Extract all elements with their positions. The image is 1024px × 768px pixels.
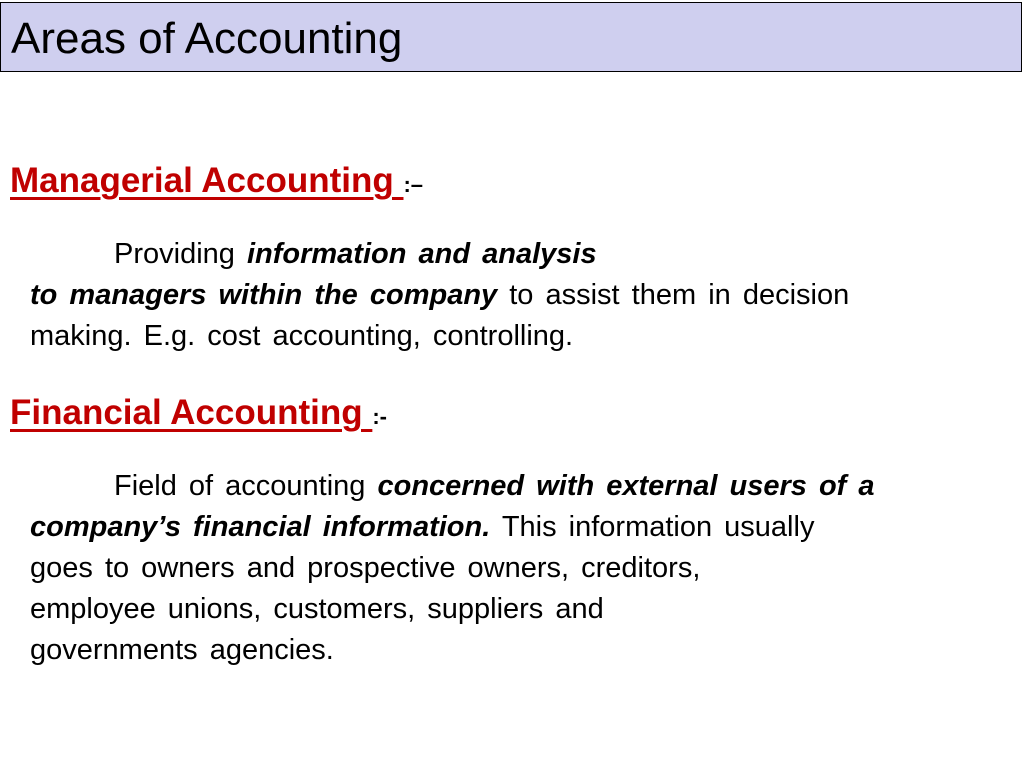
financial-line1-prefix: Field of accounting <box>114 470 378 502</box>
managerial-line1-emphasis: information and analysis <box>246 238 597 270</box>
financial-line-1 <box>30 466 990 507</box>
managerial-line2-rest: to assist them in decision <box>497 279 850 311</box>
managerial-line-3: making. E.g. cost accounting, controlling. <box>30 320 574 352</box>
managerial-line2-emphasis: to managers within the company <box>30 279 498 311</box>
financial-line2-rest: This information usually <box>490 511 815 543</box>
financial-accounting-description <box>30 466 990 671</box>
financial-line2-emphasis: company’s financial information. <box>30 511 491 543</box>
managerial-line-1 <box>30 234 990 275</box>
financial-line-5: governments agencies. <box>30 634 334 666</box>
managerial-accounting-heading <box>10 160 423 206</box>
financial-line1-emphasis: concerned with external users of a <box>377 470 875 502</box>
managerial-line-2 <box>30 275 990 316</box>
managerial-line1-prefix: Providing <box>114 238 247 270</box>
managerial-heading-label: Managerial Accounting <box>10 161 404 200</box>
financial-heading-suffix: :- <box>372 404 387 429</box>
financial-heading-label: Financial Accounting <box>10 393 373 432</box>
managerial-accounting-description <box>30 234 990 357</box>
financial-accounting-heading <box>10 392 387 438</box>
financial-line-4: employee unions, customers, suppliers and <box>30 593 604 625</box>
managerial-heading-suffix: :– <box>403 172 424 197</box>
financial-line-3: goes to owners and prospective owners, creditors, <box>30 552 701 584</box>
slide-title: Areas of Accounting <box>11 14 403 63</box>
financial-line-2 <box>30 507 990 548</box>
title-bar <box>0 2 1022 72</box>
